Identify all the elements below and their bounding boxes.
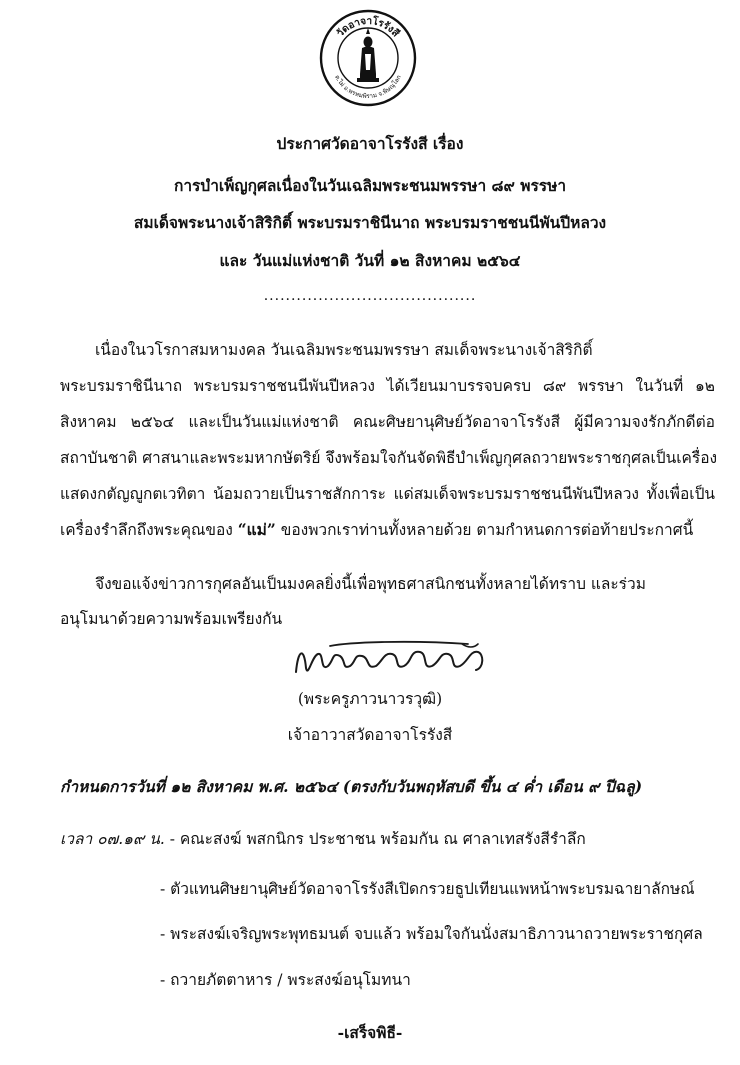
signer-title: เจ้าอาวาสวัดอาจาโรรังสี — [287, 726, 453, 744]
paragraph-1-line-4: สถาบันชาติ ศาสนาและพระมหากษัตริย์ จึงพร้อมใจกันจัดพิธีบำเพ็ญกุศลถวายพระราชกุศลเป็นเครื่อง — [60, 449, 718, 467]
header-line-1: ประกาศวัดอาจาโรรังสี เรื่อง — [276, 134, 464, 153]
schedule-item-4: - ถวายภัตตาหาร / พระสงฆ์อนุโมทนา — [160, 971, 411, 989]
schedule-time-label: เวลา ๐๗.๑๙ น. — [60, 830, 165, 848]
header-line-2: การบำเพ็ญกุศลเนื่องในวันเฉลิมพระชนมพรรษา ๘๙ พรรษา — [173, 176, 567, 195]
header-line-3: สมเด็จพระนางเจ้าสิริกิติ์ พระบรมราชินีนาถ พระบรมราชชนนีพันปีหลวง — [133, 213, 607, 232]
paragraph-1-line-6 — [60, 517, 693, 542]
signer-name: (พระครูภาวนาวรวุฒิ) — [297, 690, 443, 708]
mother-quote: “แม่” — [237, 520, 276, 539]
paragraph-1-line-5: แสดงกตัญญูกตเวทิตา น้อมถวายเป็นราชสักการะ แด่สมเด็จพระบรมราชชนนีพันปีหลวง ทั้งเพื่อเป็น — [60, 485, 715, 503]
schedule-item-1 — [60, 826, 586, 851]
paragraph-1-line-3: สิงหาคม ๒๕๖๔ และเป็นวันแม่แห่งชาติ คณะศิษยานุศิษย์วัดอาจาโรรังสี ผู้มีความจงรักภักดีต่อ — [60, 413, 715, 431]
paragraph-1-line-1: เนื่องในวโรกาสมหามงคล วันเฉลิมพระชนมพรรษา สมเด็จพระนางเจ้าสิริกิติ์ — [95, 341, 593, 359]
schedule-item-3: - พระสงฆ์เจริญพระพุทธมนต์ จบแล้ว พร้อมใจกันนั่งสมาธิภาวนาถวายพระราชกุศล — [160, 925, 703, 943]
header-line-4: และ วันแม่แห่งชาติ วันที่ ๑๒ สิงหาคม ๒๕๖๔ — [219, 251, 521, 270]
temple-seal — [318, 8, 418, 108]
temple-seal-image — [318, 8, 418, 108]
schedule-item-2: - ตัวแทนศิษยานุศิษย์วัดอาจาโรรังสีเปิดกรวยธูปเทียนแพหน้าพระบรมฉายาลักษณ์ — [160, 880, 695, 898]
paragraph-2-line-1: จึงขอแจ้งข่าวการกุศลอันเป็นมงคลยิ่งนี้เพื่อพุทธศาสนิกชนทั้งหลายได้ทราบ และร่วม — [95, 575, 646, 593]
buddha-figure-icon — [357, 28, 379, 82]
seal-text-bottom: ต.ไผ่ อ.พรหมพิราม จ.พิษณุโลก — [333, 74, 403, 101]
signature-image — [290, 638, 490, 682]
handwritten-signature — [290, 638, 490, 682]
paragraph-1-line-6-a: เครื่องรำลึกถึงพระคุณของ — [60, 521, 238, 539]
paragraph-1-line-6-b: ของพวกเราท่านทั้งหลายด้วย ตามกำหนดการต่อท้ายประกาศนี้ — [275, 521, 694, 539]
paragraph-1-line-2: พระบรมราชินีนาถ พระบรมราชชนนีพันปีหลวง ได้เวียนมาบรรจบครบ ๘๙ พรรษา ในวันที่ ๑๒ — [60, 377, 715, 395]
seal-text-top: วัดอาจาโรรังสี — [334, 15, 402, 40]
schedule-item-1-text: - คณะสงฆ์ พสกนิกร ประชาชน พร้อมกัน ณ ศาลาเทสรังสีรำลึก — [164, 830, 586, 848]
schedule-heading: กำหนดการวันที่ ๑๒ สิงหาคม พ.ศ. ๒๕๖๔ (ตรงกับวันพฤหัสบดี ขึ้น ๔ ค่ำ เดือน ๙ ปีฉลู) — [60, 777, 643, 796]
header-separator: ....................................... — [263, 288, 477, 304]
schedule-end: -เสร็จพิธี- — [337, 1023, 403, 1042]
paragraph-2-line-2: อนุโมนาด้วยความพร้อมเพรียงกัน — [60, 610, 283, 628]
